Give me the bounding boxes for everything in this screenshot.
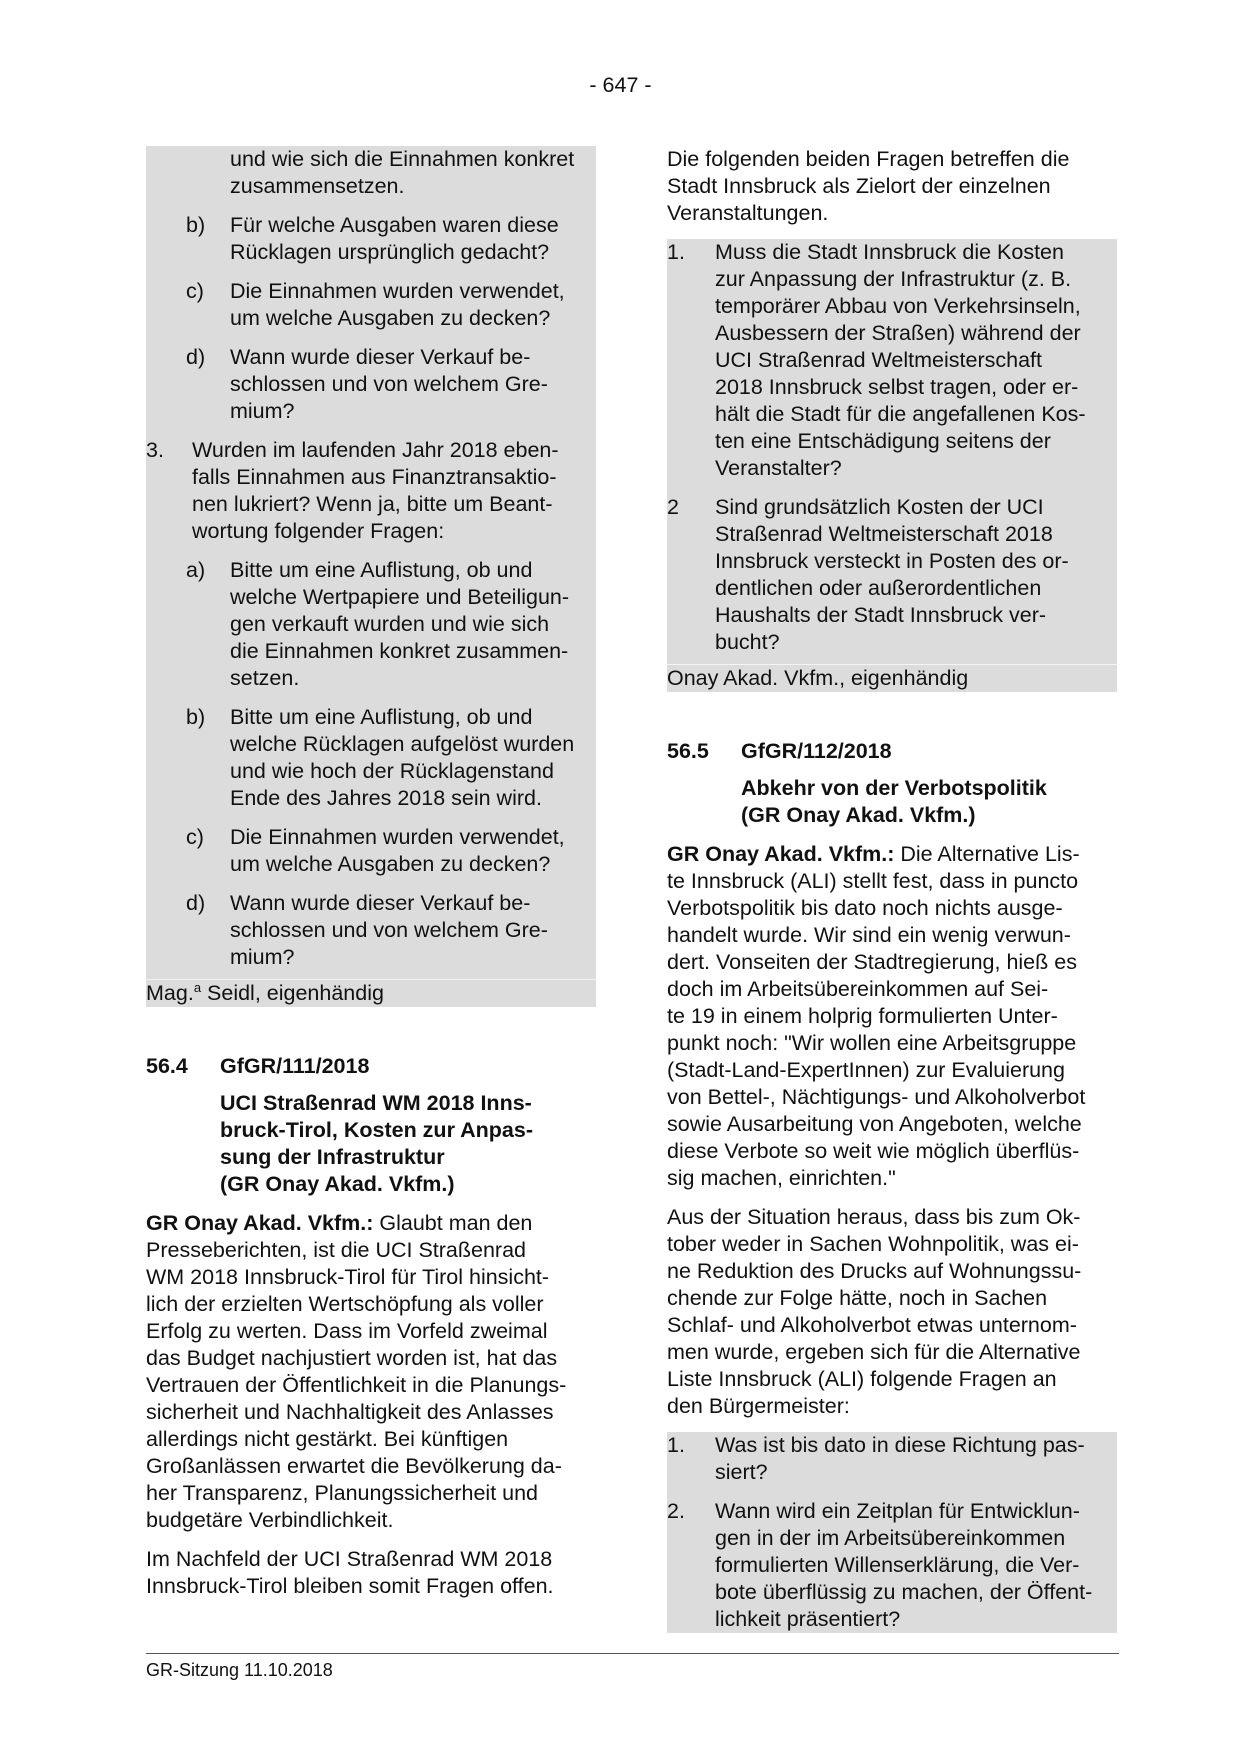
list-item: b) Für welche Ausgaben waren diese Rücklagen ursprünglich gedacht? — [186, 213, 559, 264]
paragraph: Die folgenden beiden Fragen betreffen die Stadt Innsbruck als Zielort der einzelnen Veranstaltungen. — [667, 147, 1070, 225]
list-item: b) Bitte um eine Auflistung, ob und welche Rücklagen aufgelöst wurden und wie hoch der Rücklagenstand Ende des Jahres 2018 sein wird. — [186, 705, 575, 810]
right-question-block — [667, 239, 1117, 692]
section-title: UCI Straßenrad WM 2018 Inns- bruck-Tirol, Kosten zur Anpas- sung der Infrastruktur (GR Onay Akad. Vkfm.) — [220, 1091, 533, 1196]
section-heading: 56.5 GfGR/112/2018 — [667, 739, 892, 763]
left-column — [146, 146, 596, 1600]
section-heading: 56.4 GfGR/111/2018 — [146, 1054, 370, 1078]
continuation-text: und wie sich die Einnahmen konkret zusammensetzen. — [230, 147, 575, 198]
list-item: c) Die Einnahmen wurden verwendet, um welche Ausgaben zu decken? — [186, 279, 565, 330]
list-item: 1. Was ist bis dato in diese Richtung pas- siert? — [667, 1433, 1085, 1484]
signature: Mag.$^a$ Seidl, eigenhändig — [146, 979, 596, 1007]
signature: Onay Akad. Vkfm., eigenhändig — [667, 664, 1117, 692]
question-3: 3. Wurden im laufenden Jahr 2018 eben- falls Einnahmen aus Finanztransaktio- nen lukriert? Wenn ja, bitte um Beant- wortung folgender Fragen: — [146, 438, 559, 543]
left-question-block — [146, 146, 596, 1007]
right-question-block-2 — [667, 1432, 1117, 1633]
section-title: Abkehr von der Verbotspolitik (GR Onay Akad. Vkfm.) — [741, 776, 1047, 827]
list-item: 2 Sind grundsätzlich Kosten der UCI Straßenrad Weltmeisterschaft 2018 Innsbruck versteckt in Posten des or- dentlichen oder außerordentlichen Haushalts der Stadt Innsbruck ver- bucht? — [667, 495, 1069, 654]
paragraph: GR Onay Akad. Vkfm.: Die Alternative Lis- te Innsbruck (ALI) stellt fest, dass in puncto Verbotspolitik bis dato noch nichts ausge- handelt wurde. Wir sind ein wenig verwun- dert. Vonseiten der Stadtregierung, hieß es doch im Arbeitsübereinkommen auf Sei- te 19 in einem holprig formulierten Unter- punkt noch: "Wir wollen eine Arbeitsgruppe (Stadt-Land-ExpertInnen) zur Evaluierung von Bettel-, Nächtigungs- und Alkoholverbot sowie Ausarbeitung von Angeboten, welche diese Verbote so weit wie möglich überflüs- sig machen, einrichten." — [667, 842, 1086, 1190]
list-item: 2. Wann wird ein Zeitplan für Entwicklun- gen in der im Arbeitsübereinkommen formulierten Willenserklärung, die Ver- bote überflüssig zu machen, der Öffent- lichkeit präsentiert? — [667, 1499, 1093, 1631]
list-item: d) Wann wurde dieser Verkauf be- schlossen und von welchem Gre- mium? — [186, 891, 548, 969]
list-item: a) Bitte um eine Auflistung, ob und welche Wertpapiere und Beteiligun- gen verkauft wurden und wie sich die Einnahmen konkret zusammen- setzen. — [186, 558, 570, 690]
footer-divider — [146, 1653, 1119, 1654]
paragraph: Im Nachfeld der UCI Straßenrad WM 2018 Innsbruck-Tirol bleiben somit Fragen offen. — [146, 1547, 554, 1598]
footer: GR-Sitzung 11.10.2018 — [146, 1660, 333, 1680]
list-item: 1. Muss die Stadt Innsbruck die Kosten zur Anpassung der Infrastruktur (z. B. temporärer Abbau von Verkehrsinseln, Ausbessern der Straßen) während der UCI Straßenrad Weltmeisterschaft 2018 Innsbruck selbst tragen, oder er- hält die Stadt für die angefallenen Kos- ten eine Entschädigung seitens der Veranstalter? — [667, 240, 1086, 480]
list-item: d) Wann wurde dieser Verkauf be- schlossen und von welchem Gre- mium? — [186, 345, 548, 423]
paragraph: Aus der Situation heraus, dass bis zum Ok- tober weder in Sachen Wohnpolitik, was ei- ne Reduktion des Drucks auf Wohnungssu- chende zur Folge hätte, noch in Sachen Schlaf- und Alkoholverbot etwas unternom- men wurde, ergeben sich für die Alternative Liste Innsbruck (ALI) folgende Fragen an den Bürgermeister: — [667, 1205, 1082, 1418]
paragraph: GR Onay Akad. Vkfm.: Glaubt man den Presseberichten, ist die UCI Straßenrad WM 2018 Innsbruck-Tirol für Tirol hinsicht- lich der erzielten Wertschöpfung als voller Erfolg zu werten. Dass im Vorfeld zweimal das Budget nachjustiert worden ist, hat das Vertrauen der Öffentlichkeit in die Planungs- sicherheit und Nachhaltigkeit des Anlasses allerdings nicht gestärkt. Bei künftigen Großanlässen erwartet die Bevölkerung da- her Transparenz, Planungssicherheit und budgetäre Verbindlichkeit. — [146, 1211, 567, 1532]
page-number: - 647 - — [589, 73, 652, 97]
right-column — [667, 146, 1117, 1633]
list-item: c) Die Einnahmen wurden verwendet, um welche Ausgaben zu decken? — [186, 825, 565, 876]
